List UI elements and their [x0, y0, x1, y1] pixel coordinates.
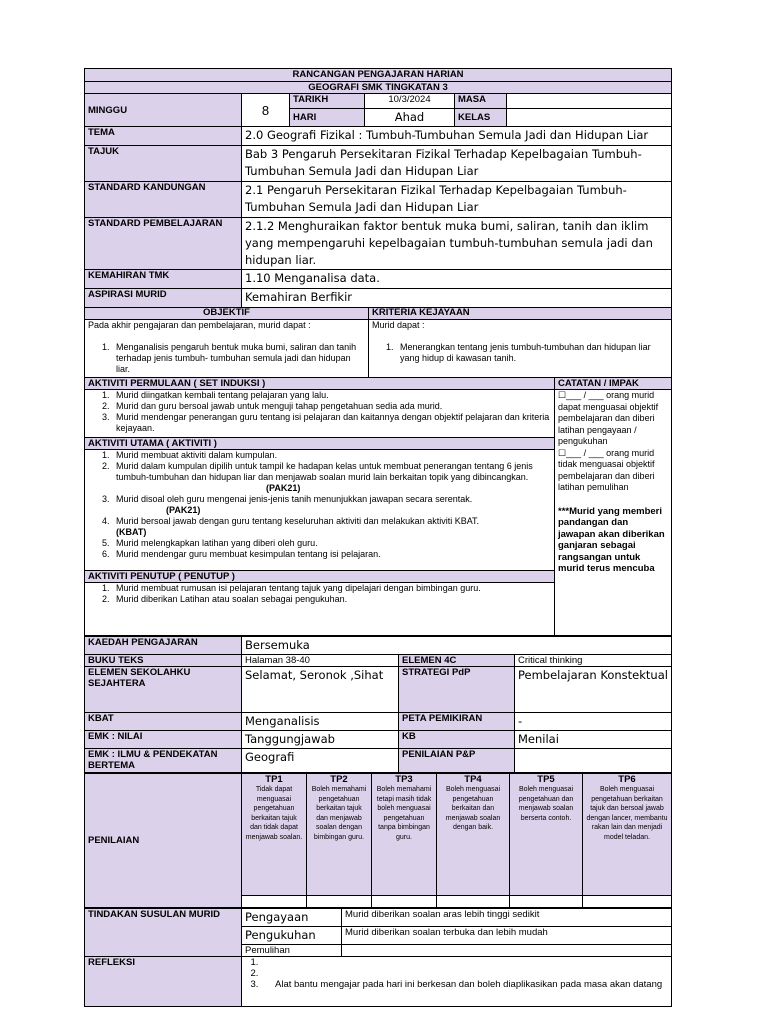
elemen-4c-value[interactable]: Critical thinking [515, 655, 672, 667]
kelas-value[interactable] [507, 109, 672, 127]
tp-desc: Tidak dapat menguasai pengetahuan berkaitan tajuk dan tidak dapat menjawab soalan. [245, 786, 303, 841]
emk-ilmu-label: EMK : ILMU & PENDEKATAN BERTEMA [85, 749, 242, 773]
objektif-table [84, 308, 672, 378]
kriteria-intro: Murid dapat : [372, 319, 425, 330]
lesson-plan-form [84, 68, 671, 1007]
utama-item: 3. Murid disoal oleh guru mengenai jenis-jenis tanih menunjukkan jawapan secara serentak. (PAK21) [112, 494, 551, 516]
permulaan-item: 2. Murid dan guru bersoal jawab untuk menguji tahap pengetahuan sedia ada murid. [112, 401, 551, 412]
penilaian-table [84, 773, 672, 908]
tp1-mark[interactable] [242, 896, 307, 908]
tp4-mark[interactable] [437, 896, 510, 908]
tp3-cell[interactable] [372, 774, 437, 896]
tp2-cell[interactable] [307, 774, 372, 896]
catatan-text-1: ☐___ / ___ orang murid dapat menguasai objektif pembelajaran dan diberi latihan pengayaan / pengukuhan [558, 390, 659, 446]
minggu-label: MINGGU [85, 94, 242, 127]
tp-name: TP3 [395, 774, 413, 785]
tindakan-desc[interactable] [342, 945, 672, 957]
tp6-mark[interactable] [583, 896, 672, 908]
tp4-cell[interactable] [437, 774, 510, 896]
kbat-value[interactable]: Menganalisis [242, 713, 399, 731]
kemahiran-tmk-value[interactable]: 1.10 Menganalisa data. [242, 270, 672, 289]
tarikh-label: TARIKH [290, 94, 365, 109]
refleksi-item [261, 957, 668, 968]
standard-kandungan-value[interactable]: 2.1 Pengaruh Persekitaran Fizikal Terhadap Kepelbagaian Tumbuh-Tumbuhan Semula Jadi dan Hidupan Liar [242, 182, 672, 218]
tema-label: TEMA [85, 127, 242, 146]
refleksi-label: REFLEKSI [85, 957, 242, 1007]
strategi-label: STRATEGI PdP [399, 667, 515, 713]
peta-pemikiran-value[interactable]: - [515, 713, 672, 731]
minggu-value[interactable]: 8 [242, 94, 290, 127]
strategi-value[interactable]: Pembelajaran Konstektual [515, 667, 672, 713]
standard-pembelajaran-value[interactable]: 2.1.2 Menghuraikan faktor bentuk muka bumi, saliran, tanih dan iklim yang mempengaruhi kepelbagaian tumbuh-tumbuhan semula jadi dan hidupan liar. [242, 218, 672, 270]
utama-item: 2. Murid dalam kumpulan dipilih untuk tampil ke hadapan kelas untuk membuat penerangan tentang 6 jenis tumbuh-tumbuhan dan hidupan liar dan menjawab soalan murid lain berkaitan topik yang dibincangkan.(PAK21) [112, 461, 551, 494]
kelas-label: KELAS [455, 109, 507, 127]
utama-item: 1. Murid membuat aktiviti dalam kumpulan. [112, 450, 551, 461]
emk-ilmu-value[interactable]: Geografi [242, 749, 399, 773]
elemen-4c-label: ELEMEN 4C [399, 655, 515, 667]
kaedah-value[interactable]: Bersemuka [242, 637, 672, 655]
catatan-content[interactable] [555, 390, 672, 636]
buku-teks-value[interactable]: Halaman 38-40 [242, 655, 399, 667]
tp1-cell[interactable] [242, 774, 307, 896]
catatan-note: ***Murid yang memberi pandangan dan jawapan akan diberikan ganjaran sebagai rangsangan untuk murid terus mencuba [558, 505, 665, 575]
pak21-tag: (PAK21) [166, 505, 201, 515]
buku-teks-label: BUKU TEKS [85, 655, 242, 667]
tp6-cell[interactable] [583, 774, 672, 896]
tp5-cell[interactable] [510, 774, 583, 896]
pak21-tag: (PAK21) [266, 483, 301, 493]
tindakan-type[interactable]: Pemulihan [242, 945, 342, 957]
kriteria-content[interactable] [369, 319, 672, 377]
aktiviti-utama-label: AKTIVITI UTAMA ( AKTIVITI ) [85, 437, 554, 450]
tp-name: TP2 [330, 774, 348, 785]
kbat-label: KBAT [85, 713, 242, 731]
emk-nilai-label: EMK : NILAI [85, 731, 242, 749]
tp-desc: Boleh menguasai pengetahuan berkaitan tajuk dan bersoal jawab dengan lancer, membantu rakan lain dan menjadi model teladan. [586, 786, 668, 841]
kb-value[interactable]: Menilai [515, 731, 672, 749]
objektif-label: OBJEKTIF [85, 308, 369, 319]
kriteria-item: 1. Menerangkan tentang jenis tumbuh-tumbuhan dan hidupan liar yang hidup di kawasan tanih. [396, 342, 668, 364]
tindakan-type[interactable]: Pengayaan [242, 909, 342, 927]
penilaian-label: PENILAIAN [85, 774, 242, 908]
tema-value[interactable]: 2.0 Geografi Fizikal : Tumbuh-Tumbuhan Semula Jadi dan Hidupan Liar [242, 127, 672, 146]
hari-value[interactable]: Ahad [365, 109, 455, 127]
masa-label: MASA [455, 94, 507, 109]
tindakan-type[interactable]: Pengukuhan [242, 927, 342, 945]
sejahtera-value[interactable]: Selamat, Seronok ,Sihat [242, 667, 399, 713]
tindakan-table [84, 908, 672, 1007]
refleksi-content[interactable] [242, 957, 672, 1007]
tp-name: TP4 [464, 774, 482, 785]
standard-kandungan-label: STANDARD KANDUNGAN [85, 182, 242, 218]
hari-label: HARI [290, 109, 365, 127]
kaedah-label: KAEDAH PENGAJARAN [85, 637, 242, 655]
tindakan-desc[interactable]: Murid diberikan soalan terbuka dan lebih mudah [342, 927, 672, 945]
kb-label: KB [399, 731, 515, 749]
tp-desc: Boleh menguasai pengetahuan dan menjawab soalan berserta contoh. [518, 786, 574, 822]
tp-name: TP5 [537, 774, 555, 785]
tp5-mark[interactable] [510, 896, 583, 908]
permulaan-item: 3. Murid mendengar penerangan guru tentang isi pelajaran dan kaitannya dengan objektif pelajaran dan kriteria kejayaan. [112, 412, 551, 434]
tindakan-label: TINDAKAN SUSULAN MURID [85, 909, 242, 957]
emk-nilai-value[interactable]: Tanggungjawab [242, 731, 399, 749]
catatan-text-2: ☐___ / ___ orang murid tidak menguasai objektif pembelajaran dan diberi latihan pemulihan [558, 447, 655, 492]
penilaian-pdp-label: PENILAIAN P&P [399, 749, 515, 773]
tajuk-value[interactable]: Bab 3 Pengaruh Persekitaran Fizikal Terhadap Kepelbagaian Tumbuh-Tumbuhan Semula Jadi dan Hidupan Liar [242, 146, 672, 182]
tindakan-desc[interactable]: Murid diberikan soalan aras lebih tinggi sedikit [342, 909, 672, 927]
kaedah-table [84, 636, 672, 773]
objektif-content[interactable] [85, 319, 369, 377]
standard-pembelajaran-label: STANDARD PEMBELAJARAN [85, 218, 242, 270]
tp-name: TP6 [618, 774, 636, 785]
penilaian-pdp-value[interactable] [515, 749, 672, 773]
aktiviti-penutup-label: AKTIVITI PENUTUP ( PENUTUP ) [85, 570, 554, 583]
tarikh-value[interactable]: 10/3/2024 [365, 94, 455, 109]
tp-desc: Boleh memahami pengetahuan berkaitan tajuk dan menjawab soalan dengan bimbingan guru. [311, 786, 367, 841]
peta-pemikiran-label: PETA PEMIKIRAN [399, 713, 515, 731]
catatan-label: CATATAN / IMPAK [555, 378, 672, 390]
permulaan-item: 1. Murid diingatkan kembali tentang pelajaran yang lalu. [112, 390, 551, 401]
masa-value[interactable] [507, 94, 672, 109]
refleksi-item [261, 968, 668, 979]
aktiviti-content [85, 390, 555, 636]
penutup-item: 2. Murid diberikan Latihan atau soalan sebagai pengukuhan. [112, 594, 551, 605]
tajuk-label: TAJUK [85, 146, 242, 182]
objektif-item: 1. Menganalisis pengaruh bentuk muka bumi, saliran dan tanih terhadap jenis tumbuh- tumbuhan semula jadi dan hidupan liar. [112, 342, 365, 375]
tp-desc: Boleh memahami tetapi masih tidak boleh menguasai pengetahuan tanpa bimbingan guru. [376, 786, 432, 841]
tp-desc: Boleh menguasai pengetahuan berkaitan dan menjawab soalan dengan baik. [445, 786, 501, 831]
aspirasi-murid-label: ASPIRASI MURID [85, 289, 242, 308]
sejahtera-label: ELEMEN SEKOLAHKU SEJAHTERA [85, 667, 242, 713]
kriteria-label: KRITERIA KEJAYAAN [369, 308, 672, 319]
plan-subtitle: GEOGRAFI SMK TINGKATAN 3 [85, 82, 672, 94]
kbat-tag: (KBAT) [116, 527, 147, 537]
objektif-intro: Pada akhir pengajaran dan pembelajaran, murid dapat : [88, 319, 311, 330]
tp-name: TP1 [265, 774, 283, 785]
penutup-item: 1. Murid membuat rumusan isi pelajaran tentang tajuk yang dipelajari dengan bimbingan guru. [112, 583, 551, 594]
tp3-mark[interactable] [372, 896, 437, 908]
refleksi-item: 3. Alat bantu mengajar pada hari ini berkesan dan boleh diaplikasikan pada masa akan datang [261, 979, 668, 990]
tp2-mark[interactable] [307, 896, 372, 908]
utama-item: 6. Murid mendengar guru membuat kesimpulan tentang isi pelajaran. [112, 549, 551, 560]
header-table [84, 68, 672, 308]
aspirasi-murid-value[interactable]: Kemahiran Berfikir [242, 289, 672, 308]
aktiviti-permulaan-label: AKTIVITI PERMULAAN ( SET INDUKSI ) [85, 378, 555, 390]
kemahiran-tmk-label: KEMAHIRAN TMK [85, 270, 242, 289]
utama-item: 5. Murid melengkapkan latihan yang diberi oleh guru. [112, 538, 551, 549]
utama-item: 4. Murid bersoal jawab dengan guru tentang keseluruhan aktiviti dan melakukan aktiviti KBAT. (KBAT) [112, 516, 551, 538]
plan-title: RANCANGAN PENGAJARAN HARIAN [85, 69, 672, 82]
aktiviti-table [84, 378, 672, 637]
